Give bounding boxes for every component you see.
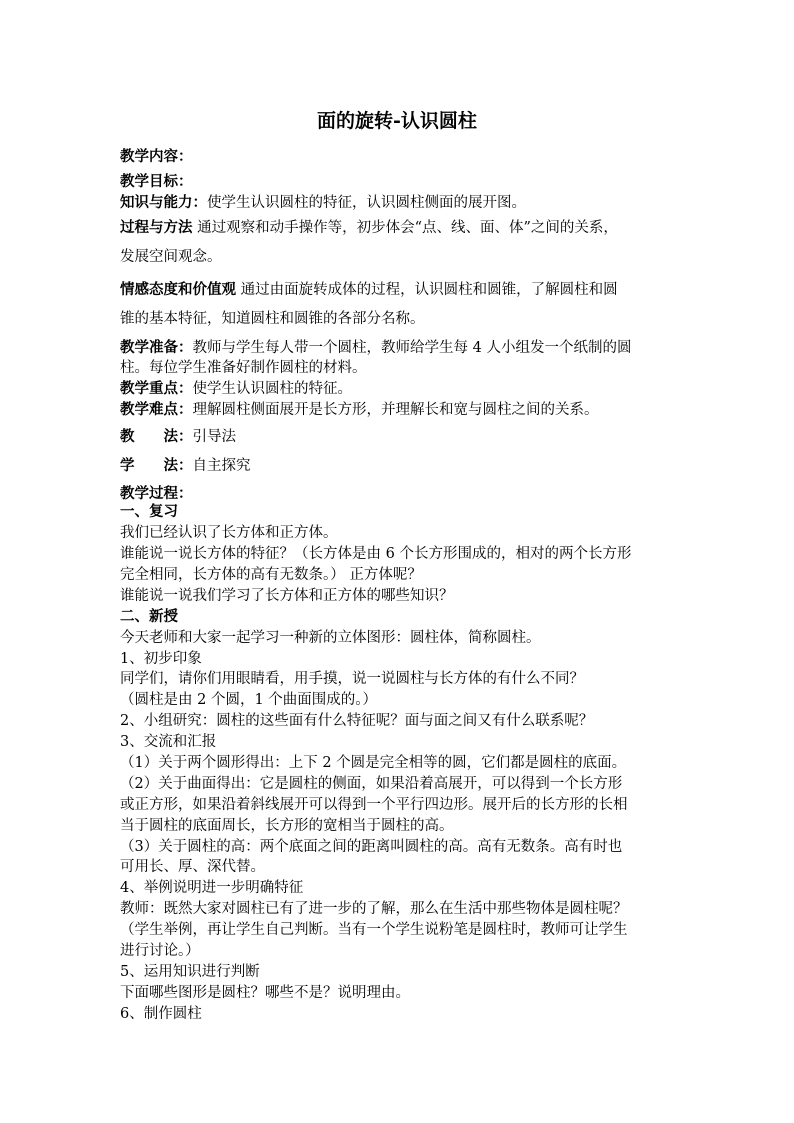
line-text: 发展空间观念。 — [120, 249, 222, 265]
line-text: 谁能说一说我们学习了长方体和正方体的哪些知识？ — [120, 588, 454, 604]
line-text: 进行讨论。） — [120, 943, 200, 959]
text-line — [120, 379, 352, 399]
text-line — [120, 649, 202, 669]
text-line — [120, 218, 618, 238]
line-text: 理解圆柱侧面展开是长方形，并理解长和宽与圆柱之间的关系。 — [192, 402, 599, 418]
text-line — [120, 669, 584, 689]
line-text: 锥的基本特征，知道圆柱和圆锥的各部分名称。 — [120, 311, 425, 327]
line-text: 通过由面旋转成体的过程，认识圆柱和圆锥，了解圆柱和圆 — [236, 282, 618, 298]
line-label: 教学准备： — [120, 339, 193, 356]
line-label: 教学内容： — [120, 148, 193, 165]
text-line — [120, 427, 236, 447]
text-line — [120, 816, 454, 836]
line-text: 通过观察和动手操作等，初步体会“点、线、面、体”之间的关系， — [192, 220, 618, 236]
text-line — [120, 358, 367, 378]
line-text: 今天老师和大家一起学习一种新的立体图形：圆柱体，简称圆柱。 — [120, 630, 541, 646]
line-text: 6、制作圆柱 — [120, 1006, 202, 1022]
text-line — [120, 309, 425, 329]
line-text: 2、小组研究：圆柱的这些面有什么特征呢？面与面之间又有什么联系呢？ — [120, 713, 594, 729]
line-text: （圆柱是由 2 个圆，1 个曲面围成的。） — [120, 692, 378, 708]
text-line — [120, 983, 410, 1003]
line-text: 引导法 — [192, 429, 236, 445]
line-label: 学 法： — [120, 457, 193, 474]
text-line — [120, 338, 631, 358]
text-line — [120, 544, 631, 564]
line-text: （2）关于曲面得出：它是圆柱的侧面，如果沿着高展开，可以得到一个长方形 — [120, 776, 623, 792]
line-text: 使学生认识圆柱的特征，认识圆柱侧面的展开图。 — [207, 195, 526, 211]
line-text: 下面哪些图形是圆柱？哪些不是？说明理由。 — [120, 985, 410, 1001]
text-line — [120, 280, 618, 300]
text-line — [120, 565, 422, 585]
line-text: 5、运用知识进行判断 — [120, 964, 260, 980]
text-line — [120, 962, 260, 982]
line-text: 教师与学生每人带一个圆柱，教师给学生每 4 人小组发一个纸制的圆 — [192, 340, 632, 356]
text-line — [120, 774, 622, 794]
page-title: 面的旋转-认识圆柱 — [317, 110, 477, 132]
line-text: 1、初步印象 — [120, 651, 202, 667]
line-text: 或正方形，如果沿着斜线展开可以得到一个平行四边形。展开后的长方形的长相 — [120, 797, 628, 813]
text-line — [120, 628, 541, 648]
text-line — [120, 484, 193, 504]
text-line — [120, 172, 193, 192]
line-label: 教学难点： — [120, 401, 193, 418]
text-line — [120, 456, 251, 476]
text-line — [120, 732, 216, 752]
line-text: 教师：既然大家对圆柱已有了进一步的了解，那么在生活中那些物体是圆柱呢？ — [120, 901, 628, 917]
text-line — [120, 711, 593, 731]
text-line — [120, 193, 526, 213]
line-text: 当于圆柱的底面周长，长方形的宽相当于圆柱的高。 — [120, 818, 454, 834]
text-line — [120, 1004, 202, 1024]
text-line — [120, 607, 178, 627]
text-line — [120, 586, 454, 606]
text-line — [120, 899, 628, 919]
text-line — [120, 400, 599, 420]
line-text: 自主探究 — [192, 458, 251, 474]
line-text: 同学们，请你们用眼睛看，用手摸，说一说圆柱与长方体的有什么不同？ — [120, 671, 584, 687]
text-line — [120, 920, 628, 940]
line-label: 过程与方法 — [120, 219, 193, 236]
line-text: 我们已经认识了长方体和正方体。 — [120, 525, 338, 541]
line-text: 使学生认识圆柱的特征。 — [192, 381, 352, 397]
line-text: 柱。每位学生准备好制作圆柱的材料。 — [120, 360, 367, 376]
line-text: 3、交流和汇报 — [120, 734, 217, 750]
text-line — [120, 502, 178, 522]
text-line — [120, 690, 377, 710]
text-line — [120, 837, 622, 857]
text-line — [120, 795, 628, 815]
line-label: 教学重点： — [120, 380, 193, 397]
line-label: 教 法： — [120, 428, 193, 445]
line-text: （学生举例，再让学生自己判断。当有一个学生说粉笔是圆柱时，教师可让学生 — [120, 922, 628, 938]
line-label: 情感态度和价值观 — [120, 281, 236, 298]
line-label: 教学目标： — [120, 173, 193, 190]
text-line — [120, 941, 200, 961]
line-text: （3）关于圆柱的高：两个底面之间的距离叫圆柱的高。高有无数条。高有时也 — [120, 839, 623, 855]
text-line — [120, 753, 626, 773]
line-text: 完全相同，长方体的高有无数条。） 正方体呢？ — [120, 567, 422, 583]
text-line — [120, 147, 193, 167]
text-line — [120, 878, 303, 898]
line-text: 谁能说一说长方体的特征？（长方体是由 6 个长方形围成的，相对的两个长方形 — [120, 546, 632, 562]
line-label: 二、新授 — [120, 608, 178, 625]
line-label: 教学过程： — [120, 485, 193, 502]
text-line — [120, 247, 222, 267]
text-line — [120, 857, 265, 877]
line-label: 一、复习 — [120, 503, 178, 520]
line-text: （1）关于两个圆形得出：上下 2 个圆是完全相等的圆，它们都是圆柱的底面。 — [120, 755, 627, 771]
line-text: 可用长、厚、深代替。 — [120, 859, 265, 875]
line-label: 知识与能力： — [120, 194, 207, 211]
line-text: 4、举例说明进一步明确特征 — [120, 880, 304, 896]
text-line — [120, 523, 338, 543]
